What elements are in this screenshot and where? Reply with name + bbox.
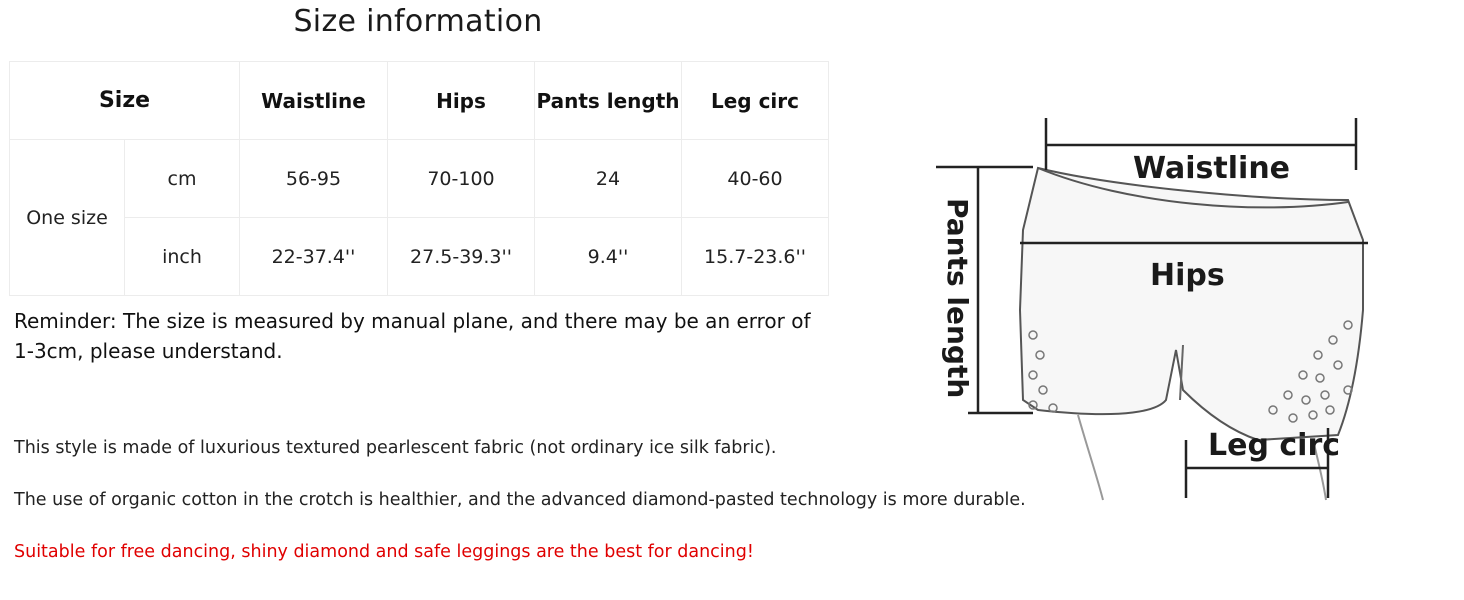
highlight-paragraph: Suitable for free dancing, shiny diamond and safe leggings are the best for dancing!: [14, 542, 754, 562]
table-cell: 22-37.4'': [240, 218, 388, 296]
table-cell: 27.5-39.3'': [388, 218, 535, 296]
table-cell: 24: [535, 140, 682, 218]
table-row: [10, 140, 829, 218]
reminder-text: Reminder: The size is measured by manual plane, and there may be an error of 1-3cm, please understand.: [14, 309, 811, 363]
unit-cell: cm: [125, 140, 240, 218]
row-group-label: One size: [10, 140, 125, 296]
header-pants-length: Pants length: [535, 62, 682, 140]
table-cell: 9.4'': [535, 218, 682, 296]
table-header-row: [10, 62, 829, 140]
leg-circ-label: Leg circ: [1208, 428, 1341, 463]
table-cell: 56-95: [240, 140, 388, 218]
header-waistline: Waistline: [240, 62, 388, 140]
header-hips: Hips: [388, 62, 535, 140]
waistline-label: Waistline: [1133, 151, 1291, 186]
table-cell: 70-100: [388, 140, 535, 218]
hips-label: Hips: [1150, 258, 1225, 293]
fabric-paragraph: This style is made of luxurious textured pearlescent fabric (not ordinary ice silk fabric).: [14, 438, 777, 458]
header-size: Size: [10, 62, 240, 140]
page-title: Size information: [293, 4, 543, 39]
header-leg-circ: Leg circ: [682, 62, 829, 140]
table-cell: 40-60: [682, 140, 829, 218]
unit-cell: inch: [125, 218, 240, 296]
cotton-paragraph: The use of organic cotton in the crotch is healthier, and the advanced diamond-pasted technology is more durable.: [14, 490, 1026, 510]
size-table: [9, 61, 829, 296]
table-row: [10, 218, 829, 296]
pants-length-label: Pants length: [941, 198, 974, 399]
shorts-measurement-diagram: [928, 110, 1388, 505]
table-cell: 15.7-23.6'': [682, 218, 829, 296]
